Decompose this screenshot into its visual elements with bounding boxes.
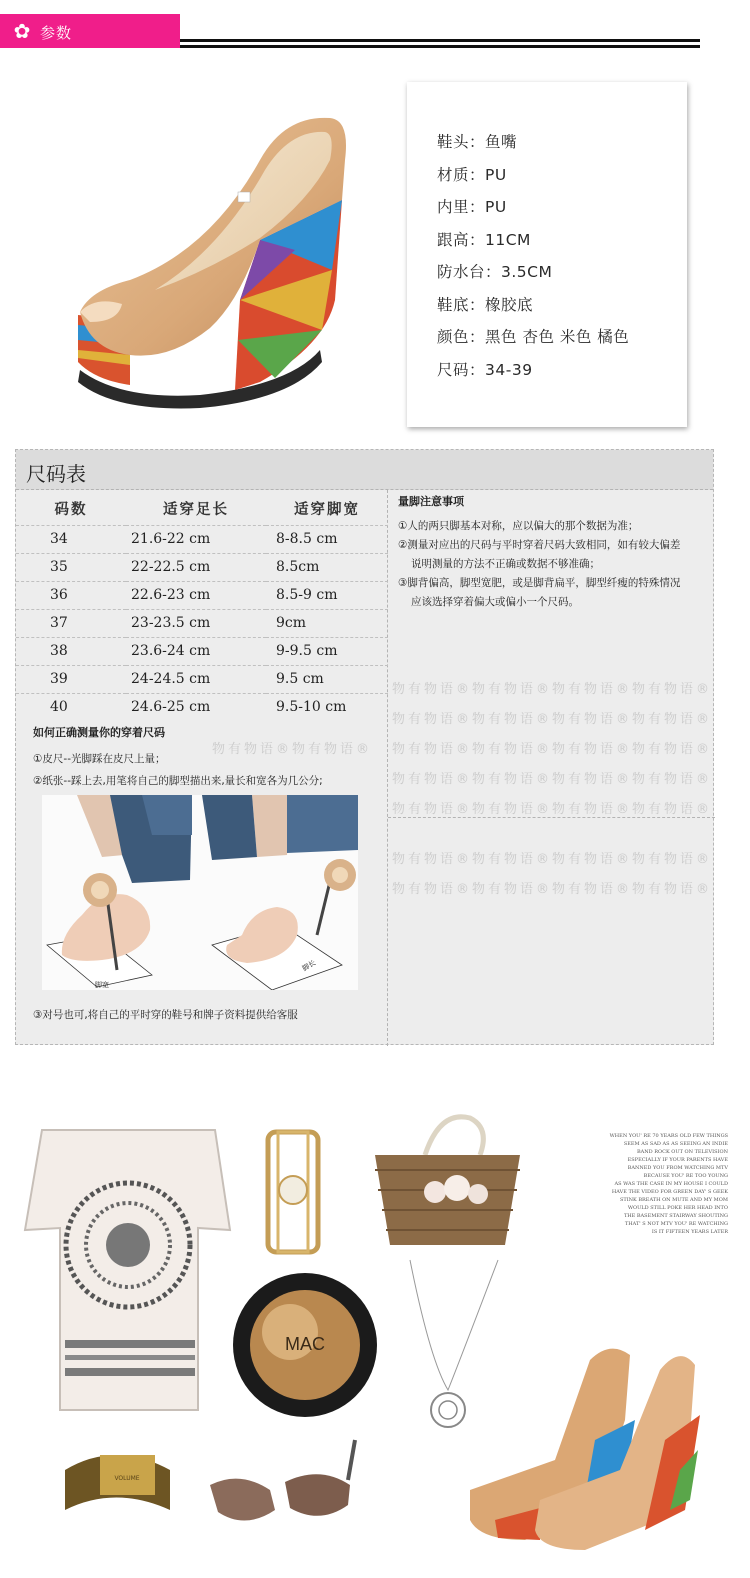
watermark: 物有物语® [552,802,633,817]
watermark: 物有物语® [552,742,633,757]
spec-label: 鞋头： [437,133,486,151]
watermark: 物有物语® [392,772,473,787]
cell-width: 8.5cm [266,553,388,581]
watermark: 物有物语® [632,742,713,757]
cell-width: 9.5-10 cm [266,693,388,721]
gold-watch-image [268,1132,318,1252]
note-item: 应该选择穿着偏大或偏小一个尺码。 [411,596,579,608]
watermark: 物有物语® [392,742,473,757]
spec-label: 跟高： [437,230,486,249]
watermark: 物有物语® [552,772,633,787]
spec-toe [437,130,629,163]
spec-label: 颜色： [437,328,486,346]
measure-guide-title: 如何正确测量你的穿着尺码 [33,726,165,739]
col-header-foot-width: 适穿脚宽 [294,500,360,518]
fine-print-line: BAND ROCK OUT ON TELEVISION [637,1149,728,1155]
fine-print-line: IS IT FIFTEEN YEARS LATER [651,1229,728,1235]
table-row [16,553,388,581]
watermark: 物有物语® [472,682,553,697]
watermark: 物有物语® [472,802,553,817]
panel-divider-horizontal [388,817,715,818]
fine-print-line: BECAUSE YOU' RE TOO YOUNG [643,1173,728,1179]
decorative-fine-print [568,1132,728,1236]
fine-print-line: SEEM AS SAD AS AS SEEING AN INDIE [623,1141,728,1147]
spec-lining [437,195,629,228]
shoe-pair-image [470,1349,700,1550]
watermark: 物有物语® [472,712,553,727]
section-title: 参数 [40,24,73,42]
cell-width: 9.5 cm [266,665,388,693]
cell-width: 8.5-9 cm [266,581,388,609]
watermark: 物有物语® [472,742,553,757]
table-row [16,609,388,637]
cell-length: 23.6-24 cm [126,637,266,665]
size-chart-title-bar [16,450,713,490]
fine-print-line: STINK BREATH ON MUTE AND MY MOM [619,1197,728,1203]
table-row [16,665,388,693]
spec-value: PU [485,165,507,184]
straw-bag-image [375,1117,520,1245]
spec-value: 鱼嘴 [485,133,518,151]
watermark: 物有物语® [552,882,633,897]
watermark: 物有物语® [632,682,713,697]
watermark: 物有物语® [212,742,293,757]
spec-label: 鞋底： [437,295,486,314]
measure-step: ①皮尺--光脚踩在皮尺上量； [33,753,166,765]
watermark: 物有物语® [632,882,713,897]
size-table [16,492,388,721]
notes-heading: 量脚注意事项 [398,495,464,508]
cell-width: 8-8.5 cm [266,525,388,553]
section-header-tab [0,14,180,48]
watermark: 物有物语® [472,772,553,787]
foot-width-label: 脚宽 [95,981,109,989]
cell-length: 22.6-23 cm [126,581,266,609]
table-row [16,581,388,609]
table-row [16,525,388,553]
cell-size: 35 [16,553,126,581]
watermark: 物有物语® [552,682,633,697]
spec-label: 防水台： [437,263,502,281]
header-rule-top [180,39,700,42]
watermark: 物有物语® [292,742,373,757]
spec-list [437,130,629,390]
makeup-compact-image [233,1273,377,1417]
spec-card [407,82,687,427]
cell-width: 9cm [266,609,388,637]
watermark: 物有物语® [472,882,553,897]
cell-size: 39 [16,665,126,693]
size-chart-title: 尺码表 [26,462,86,486]
watermark: 物有物语® [632,852,713,867]
table-row [16,637,388,665]
foot-length-label: 脚长 [301,958,318,973]
spec-value: PU [485,198,507,216]
size-table-header-row [16,492,388,525]
product-shoe-image [60,100,360,410]
watermark: 物有物语® [632,772,713,787]
measure-steps [33,748,323,792]
cell-length: 21.6-22 cm [126,525,266,553]
measure-step: ②纸张--踩上去,用笔将自己的脚型描出来,量长和宽各为几公分; [33,775,323,787]
cell-size: 40 [16,693,126,721]
fine-print-line: HAVE THE VIDEO FOR GREEN DAY' S GEEK [611,1189,728,1195]
fine-print-line: AS WAS THE CASE IN MY HOUSE I COULD [614,1181,728,1187]
cell-size: 37 [16,609,126,637]
cell-length: 23-23.5 cm [126,609,266,637]
watermark: 物有物语® [472,852,553,867]
note-item: ③脚背偏高，脚型宽肥，或是脚背扁平，脚型纤瘦的特殊情况 [398,577,681,589]
gold-cuff-image [65,1455,170,1510]
watermark: 物有物语® [552,852,633,867]
col-header-foot-length: 适穿足长 [163,500,229,518]
foot-measure-illustration [42,795,358,990]
col-header-size: 码数 [54,500,88,518]
watermark: 物有物语® [552,712,633,727]
cell-length: 24.6-25 cm [126,693,266,721]
cell-size: 38 [16,637,126,665]
note-item: ①人的两只脚基本对称，应以偏大的那个数据为准； [398,520,639,532]
compact-brand-label: MAC [285,1334,325,1354]
watermark: 物有物语® [392,802,473,817]
cell-length: 22-22.5 cm [126,553,266,581]
spec-value: 黑色 杏色 米色 橘色 [485,328,630,346]
watermark: 物有物语® [632,712,713,727]
fine-print-line: ESPECIALLY IF YOUR PARENTS HAVE [627,1157,728,1163]
sunglasses-image [210,1440,355,1521]
note-item: 说明测量的方法不正确或数据不够准确； [411,558,600,570]
watermark: 物有物语® [392,712,473,727]
spec-label: 尺码： [437,360,486,379]
flower-icon: ✿ [13,19,31,43]
fine-print-line: THE BASEMENT STAIRWAY SHOUTING [623,1213,728,1219]
pendant-necklace-image [410,1260,498,1427]
fine-print-line: WOULD STILL POKE HER HEAD INTO [627,1205,728,1211]
fine-print-line: THAT' S NOT MTV YOU' RE WATCHING [624,1221,728,1227]
size-chart-panel [15,449,714,1045]
spec-sizes [437,358,629,391]
fine-print-line: WHEN YOU' RE 70 YEARS OLD FEW THINGS [609,1133,728,1139]
spec-value: 11CM [485,230,531,249]
spec-colors [437,325,629,358]
spec-sole [437,293,629,326]
spec-label: 材质： [437,165,486,184]
spec-value: 橡胶底 [485,295,534,314]
watermark: 物有物语® [632,802,713,817]
header-rule-bottom [180,45,700,48]
watermark: 物有物语® [392,682,473,697]
table-row [16,693,388,721]
cell-length: 24-24.5 cm [126,665,266,693]
cell-size: 36 [16,581,126,609]
measure-footnote: ③对号也可,将自己的平时穿的鞋号和牌子资料提供给客服 [33,1009,298,1021]
watermark: 物有物语® [392,852,473,867]
spec-value: 34-39 [485,360,533,379]
measuring-notes [398,492,710,612]
note-item: ②测量对应出的尺码与平时穿着尺码大致相同，如有较大偏差 [398,539,681,551]
watermark: 物有物语® [392,882,473,897]
spec-material [437,163,629,196]
cell-size: 34 [16,525,126,553]
fine-print-line: BANNED YOU FROM WATCHING MTV [627,1165,728,1171]
cell-width: 9-9.5 cm [266,637,388,665]
patterned-top-image [25,1130,230,1410]
spec-heel-height [437,228,629,261]
spec-platform [437,260,629,293]
spec-value: 3.5CM [501,263,553,281]
cuff-label: VOLUME [114,1475,140,1482]
spec-label: 内里： [437,198,486,216]
